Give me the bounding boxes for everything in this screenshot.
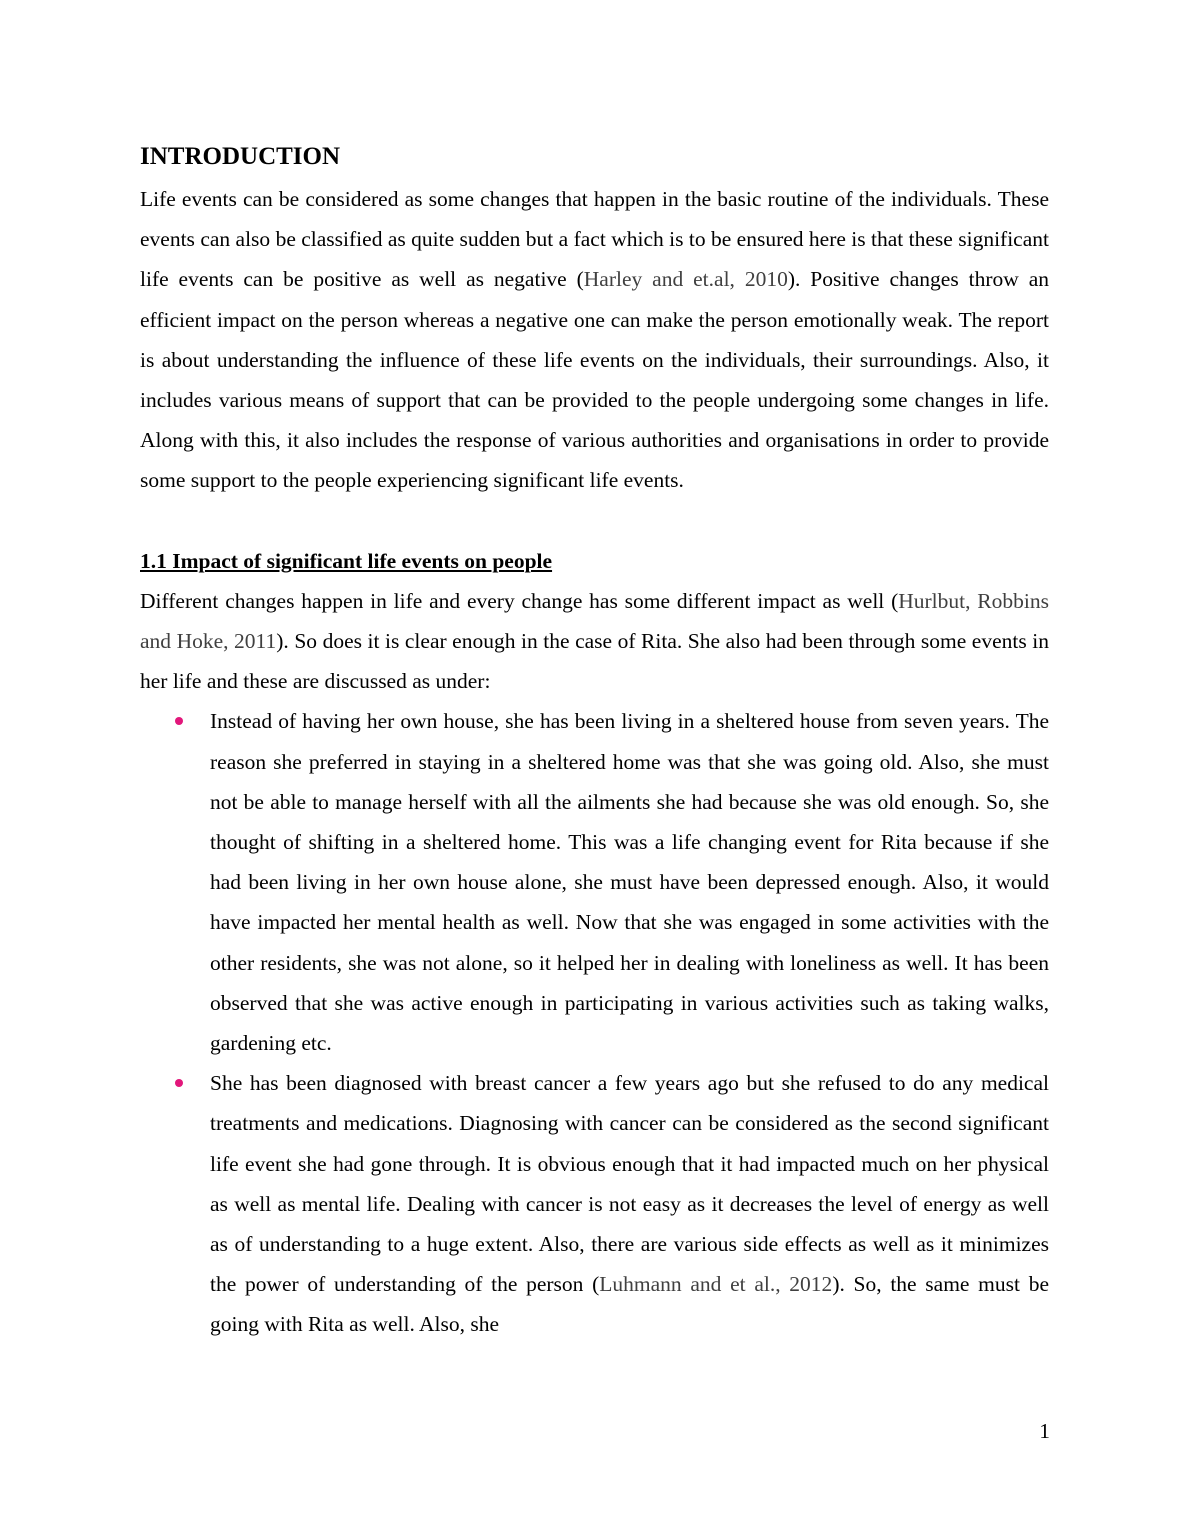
- citation-harley: Harley and et.al, 2010: [583, 267, 788, 292]
- citation-luhmann: Luhmann and et al., 2012: [599, 1272, 833, 1297]
- list-item: [140, 1063, 1049, 1344]
- bullet-1-text: Instead of having her own house, she has been living in a sheltered house from seven years. The reason she preferred in staying in a sheltered home was that she was going old. Also, she must not be able to manage herself with all the ailments she had because she was old enough. So, she thought of shifting in a sheltered home. This was a life changing event for Rita because if she had been living in her own house alone, she must have been depressed enough. Also, it would have impacted her mental health as well. Now that she was engaged in some activities with the other residents, she was not alone, so it helped her in dealing with loneliness as well. It has been observed that she was active enough in participating in various activities such as taking walks, gardening etc.: [210, 709, 1049, 1056]
- bullet-2-text-part-2: ). So, the same must be going with Rita as well. Also, she: [210, 1272, 1049, 1337]
- citation-hurlbut: Hurlbut, Robbins and Hoke, 2011: [140, 588, 1049, 654]
- section-heading-introduction: INTRODUCTION: [140, 143, 341, 170]
- bullet-list: [140, 701, 1049, 1344]
- intro-paragraph: [140, 179, 1049, 501]
- page-content: [140, 139, 1049, 1345]
- bullet-2-text-part-1: She has been diagnosed with breast cancer a few years ago but she refused to do any medical treatments and medications. Diagnosing with cancer can be considered as the second significant life event she had gone through. It is obvious enough that it had impacted much on her physical as well as mental life. Dealing with cancer is not easy as it decreases the level of energy as well as of understanding to a huge extent. Also, there are various side effects as well as it minimizes the power of understanding of the person (: [210, 1071, 1049, 1297]
- page-number: 1: [1039, 1419, 1050, 1443]
- intro-text-part-2: ). Positive changes throw an efficient impact on the person whereas a negative one can make the person emotionally weak. The report is about understanding the influence of these life events on the individuals, their surroundings. Also, it includes various means of support that can be provided to the people undergoing some changes in life. Along with this, it also includes the response of various authorities and organisations in order to provide some support to the people experiencing significant life events.: [140, 267, 1049, 493]
- bullet-paragraph: [210, 1063, 1049, 1344]
- bullet-icon: [175, 1079, 183, 1087]
- section-1-1-text-part-1: Different changes happen in life and every change has some different impact as well (: [140, 588, 899, 613]
- section-1-1-text-part-2: ). So does it is clear enough in the case of Rita. She also had been through some events in her life and these are discussed as under:: [140, 629, 1049, 694]
- bullet-paragraph: [210, 701, 1049, 1063]
- section-heading-1-1: 1.1 Impact of significant life events on people: [140, 548, 553, 573]
- section-1-1-paragraph: [140, 581, 1049, 702]
- bullet-icon: [175, 717, 183, 725]
- list-item: [140, 701, 1049, 1063]
- intro-text-part-1: Life events can be considered as some changes that happen in the basic routine of the individuals. These events can also be classified as quite sudden but a fact which is to be ensured here is that these significant life events can be positive as well as negative (: [140, 187, 1049, 292]
